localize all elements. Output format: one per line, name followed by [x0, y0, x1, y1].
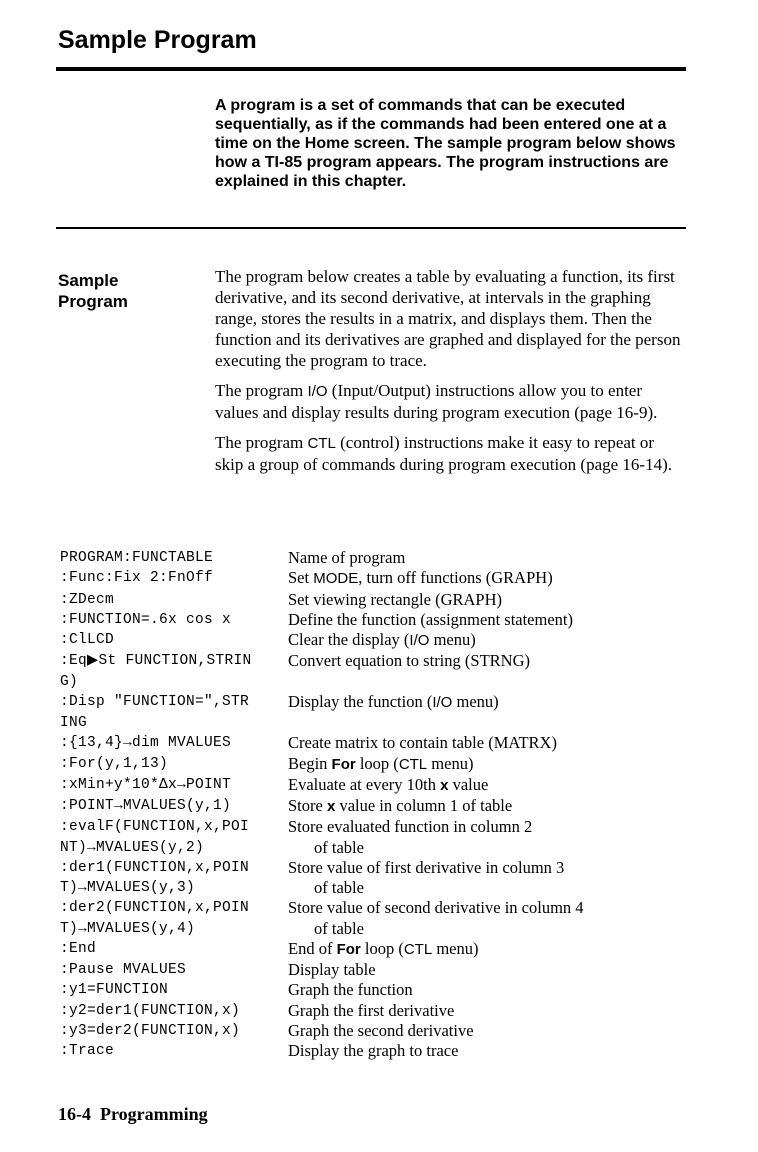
code-line: :Trace — [60, 1043, 115, 1059]
section-heading-line2: Program — [58, 292, 128, 311]
code-line: :evalF(FUNCTION,x,POI — [60, 819, 250, 836]
program-row — [60, 960, 758, 980]
code-description: Name of program — [288, 548, 406, 567]
code-description: Create matrix to contain table (MATRX) — [288, 733, 557, 753]
program-row — [60, 610, 758, 630]
code-description: Store evaluated function in column 2 — [288, 817, 533, 837]
program-row — [60, 1041, 758, 1061]
code-line: :y1=FUNCTION — [60, 982, 169, 999]
code-line: T)→MVALUES(y,4) — [60, 920, 196, 937]
code-description: Store value of second derivative in column 4 — [288, 898, 584, 918]
code-description: Evaluate at every 10th x value — [288, 774, 489, 794]
top-divider — [56, 67, 686, 71]
code-line: :Disp "FUNCTION=",STR — [60, 693, 250, 710]
code-line: :ZDecm — [60, 591, 115, 608]
code-line: :ClLCD — [60, 632, 115, 648]
page-footer: 16-4 Programming — [58, 1104, 208, 1124]
program-row — [60, 590, 758, 610]
program-row — [60, 548, 758, 568]
program-row — [60, 692, 758, 713]
code-description: of table — [314, 918, 364, 938]
code-line: NT)→MVALUES(y,2) — [60, 839, 205, 856]
program-row — [60, 775, 758, 796]
program-row — [60, 1001, 758, 1021]
code-description: of table — [314, 837, 364, 857]
code-description: of table — [314, 878, 364, 897]
paragraph-overview: The program below creates a table by evaluating a function, its first derivative, and its second derivative, at intervals in the graphing range, stores the results in a matrix, and displays them. Then the function and its derivatives are graphed and displayed for the person executing the program to trace. — [215, 267, 681, 370]
code-description: Graph the function — [288, 980, 413, 1000]
code-description: Store value of first derivative in column 3 — [288, 857, 565, 877]
ctl-term: CTL — [307, 435, 336, 452]
code-line: :Pause MVALUES — [60, 962, 187, 978]
section-divider — [56, 227, 686, 229]
program-row — [60, 858, 758, 878]
code-description: Store x value in column 1 of table — [288, 796, 513, 815]
code-line: :FUNCTION=.6x cos x — [60, 611, 232, 628]
code-description: Display table — [288, 960, 376, 979]
code-line: T)→MVALUES(y,3) — [60, 880, 196, 896]
program-row — [60, 651, 758, 671]
code-description: End of For loop (CTL menu) — [288, 938, 479, 958]
program-row — [60, 754, 758, 775]
program-row — [60, 980, 758, 1000]
io-term: I/O — [307, 383, 328, 400]
program-row — [60, 817, 758, 837]
program-row — [60, 568, 758, 589]
program-row — [60, 796, 758, 817]
code-description: Display the function (I/O menu) — [288, 691, 499, 711]
paragraph-ctl: The program CTL (control) instructions make it easy to repeat or skip a group of commands during program execution (page 16-14). — [215, 433, 672, 474]
code-line: :End — [60, 940, 97, 957]
code-line: :POINT→MVALUES(y,1) — [60, 798, 232, 814]
code-description: Define the function (assignment statement) — [288, 609, 573, 629]
intro-paragraph: A program is a set of commands that can be executed sequentially, as if the commands had been entered one at a time on the Home screen. The sample program below shows how a TI-85 program appears. The program instructions are explained in this chapter. — [215, 97, 676, 190]
program-row — [60, 878, 758, 898]
program-row — [60, 939, 758, 960]
code-description: Begin For loop (CTL menu) — [288, 753, 474, 773]
program-row — [60, 838, 758, 858]
code-description: Display the graph to trace — [288, 1041, 459, 1060]
code-line: :Eq▶St FUNCTION,STRIN — [60, 653, 252, 670]
program-row — [60, 713, 758, 733]
program-row — [60, 733, 758, 753]
section-heading — [58, 270, 198, 312]
code-description: Graph the first derivative — [288, 1000, 455, 1020]
code-description: Convert equation to string (STRNG) — [288, 651, 530, 671]
code-description: Clear the display (I/O menu) — [288, 630, 476, 649]
page-title: Sample Program — [58, 26, 257, 54]
code-line: :der1(FUNCTION,x,POIN — [60, 859, 250, 876]
code-line: :For(y,1,13) — [60, 755, 169, 772]
paragraph-io: The program I/O (Input/Output) instructions allow you to enter values and display results during program execution (page 16-9). — [215, 381, 658, 422]
code-description: Set MODE, turn off functions (GRAPH) — [288, 568, 553, 588]
section-body — [215, 266, 685, 484]
code-line: ING — [60, 715, 88, 731]
program-row — [60, 672, 758, 692]
code-line: G) — [60, 673, 79, 690]
program-row — [60, 630, 758, 651]
program-listing — [60, 548, 758, 1061]
program-row — [60, 1021, 758, 1041]
code-line: :y2=der1(FUNCTION,x) — [60, 1002, 241, 1019]
code-line: :Func:Fix 2:FnOff — [60, 570, 214, 587]
program-row — [60, 919, 758, 939]
code-description: Graph the second derivative — [288, 1020, 474, 1040]
code-line: PROGRAM:FUNCTABLE — [60, 550, 214, 566]
section-heading-line1: Sample — [58, 271, 119, 290]
code-line: :der2(FUNCTION,x,POIN — [60, 900, 250, 917]
code-line: :xMin+y*10*Δx→POINT — [60, 776, 232, 793]
code-line: :y3=der2(FUNCTION,x) — [60, 1022, 241, 1039]
program-row — [60, 898, 758, 918]
code-description: Set viewing rectangle (GRAPH) — [288, 589, 502, 609]
code-line: :{13,4}→dim MVALUES — [60, 735, 232, 752]
